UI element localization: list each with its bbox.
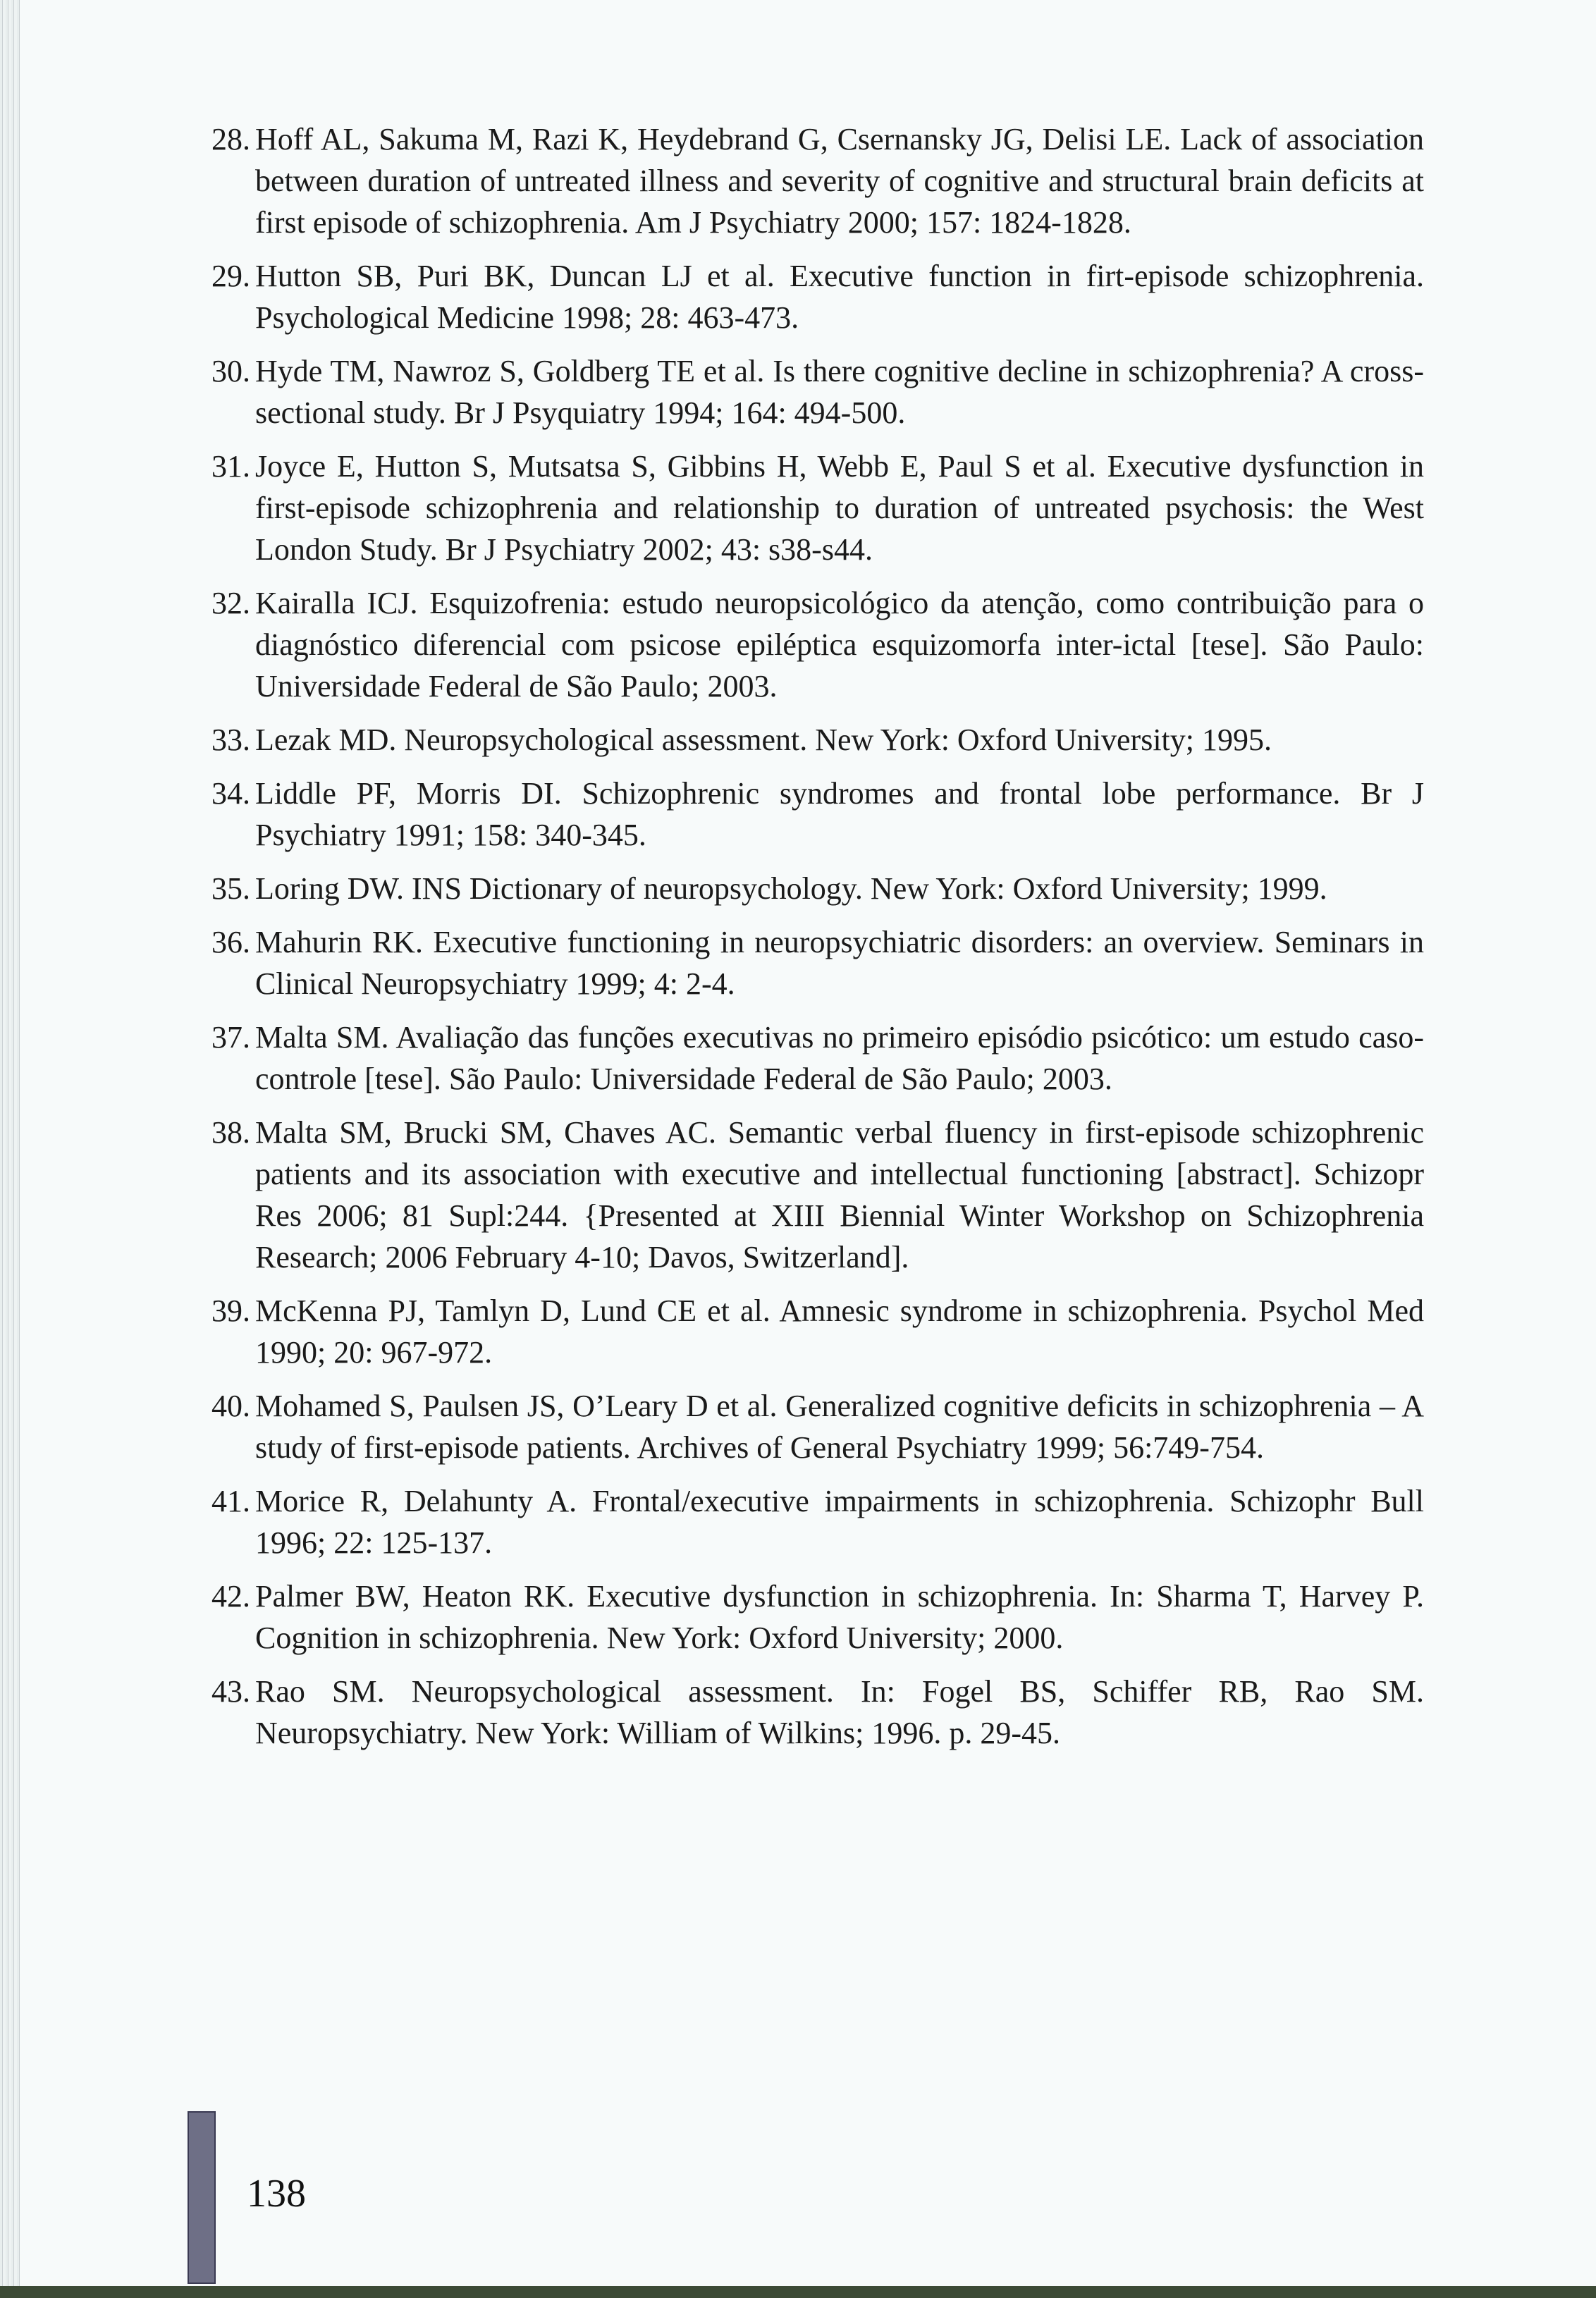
reference-text: Malta SM, Brucki SM, Chaves AC. Semantic verbal fluency in first-episode schizophrenic patients and its association with executive and intellectual functioning [abstract]. Schizopr Res 2006; 81 Supl:244. {Presented at XIII Biennial Winter Workshop on Schizophrenia Research; 2006 February 4-10; Davos, Switzerland].	[255, 1115, 1424, 1274]
reference-number: 33.	[211, 723, 250, 757]
reference-text: Joyce E, Hutton S, Mutsatsa S, Gibbins H, Webb E, Paul S et al. Executive dysfunction in first-episode schizophrenia and relationship to duration of untreated psychosis: the West London Study. Br J Psychiatry 2002; 43: s38-s44.	[255, 449, 1424, 567]
reference-text: Loring DW. INS Dictionary of neuropsychology. New York: Oxford University; 1999.	[255, 871, 1327, 906]
reference-item-38	[211, 1112, 1424, 1278]
reference-item-41	[211, 1480, 1424, 1563]
reference-item-31	[211, 446, 1424, 570]
reference-text: Mahurin RK. Executive functioning in neuropsychiatric disorders: an overview. Seminars in Clinical Neuropsychiatry 1999; 4: 2-4.	[255, 925, 1424, 1001]
reference-text: Lezak MD. Neuropsychological assessment. New York: Oxford University; 1995.	[255, 723, 1272, 757]
reference-number: 35.	[211, 871, 250, 906]
reference-number: 39.	[211, 1294, 250, 1328]
reference-text: Rao SM. Neuropsychological assessment. In: Fogel BS, Schiffer RB, Rao SM. Neuropsychiatry. New York: William of Wilkins; 1996. p. 29-45.	[255, 1674, 1424, 1750]
reference-number: 38.	[211, 1115, 250, 1150]
reference-item-36	[211, 921, 1424, 1004]
reference-text: Hutton SB, Puri BK, Duncan LJ et al. Executive function in firt-episode schizophrenia. Psychological Medicine 1998; 28: 463-473.	[255, 259, 1424, 335]
reference-item-43	[211, 1671, 1424, 1754]
reference-item-37	[211, 1016, 1424, 1100]
reference-item-39	[211, 1290, 1424, 1373]
reference-text: Kairalla ICJ. Esquizofrenia: estudo neuropsicológico da atenção, como contribuição para o diagnóstico diferencial com psicose epiléptica esquizomorfa inter-ictal [tese]. São Paulo: Universidade Federal de São Paulo; 2003.	[255, 586, 1424, 703]
reference-number: 30.	[211, 354, 250, 388]
reference-item-40	[211, 1385, 1424, 1468]
reference-number: 29.	[211, 259, 250, 293]
reference-number: 28.	[211, 122, 250, 156]
reference-number: 34.	[211, 776, 250, 811]
reference-number: 37.	[211, 1020, 250, 1055]
reference-item-32	[211, 582, 1424, 707]
page-bottom-edge	[0, 2286, 1596, 2298]
reference-number: 43.	[211, 1674, 250, 1709]
reference-number: 40.	[211, 1389, 250, 1423]
reference-text: Morice R, Delahunty A. Frontal/executive impairments in schizophrenia. Schizophr Bull 1996; 22: 125-137.	[255, 1484, 1424, 1560]
reference-item-28	[211, 118, 1424, 243]
reference-item-29	[211, 255, 1424, 338]
reference-text: Palmer BW, Heaton RK. Executive dysfunction in schizophrenia. In: Sharma T, Harvey P. Cognition in schizophrenia. New York: Oxford University; 2000.	[255, 1579, 1424, 1655]
reference-item-34	[211, 773, 1424, 856]
reference-item-33	[211, 719, 1424, 761]
reference-text: Hyde TM, Nawroz S, Goldberg TE et al. Is there cognitive decline in schizophrenia? A cross-sectional study. Br J Psyquiatry 1994; 164: 494-500.	[255, 354, 1424, 430]
reference-number: 41.	[211, 1484, 250, 1518]
reference-item-30	[211, 350, 1424, 434]
reference-text: Liddle PF, Morris DI. Schizophrenic syndromes and frontal lobe performance. Br J Psychiatry 1991; 158: 340-345.	[255, 776, 1424, 852]
reference-number: 42.	[211, 1579, 250, 1614]
reference-number: 31.	[211, 449, 250, 484]
reference-number: 32.	[211, 586, 250, 620]
reference-text: McKenna PJ, Tamlyn D, Lund CE et al. Amnesic syndrome in schizophrenia. Psychol Med 1990; 20: 967-972.	[255, 1294, 1424, 1370]
reference-text: Mohamed S, Paulsen JS, O’Leary D et al. Generalized cognitive deficits in schizophrenia – A study of first-episode patients. Archives of General Psychiatry 1999; 56:749-754.	[255, 1389, 1424, 1465]
reference-list	[211, 118, 1424, 1766]
reference-text: Malta SM. Avaliação das funções executivas no primeiro episódio psicótico: um estudo caso-controle [tese]. São Paulo: Universidade Federal de São Paulo; 2003.	[255, 1020, 1424, 1096]
page-number: 138	[247, 2172, 306, 2216]
reference-number: 36.	[211, 925, 250, 959]
reference-text: Hoff AL, Sakuma M, Razi K, Heydebrand G, Csernansky JG, Delisi LE. Lack of association between duration of untreated illness and severity of cognitive and structural brain deficits at first episode of schizophrenia. Am J Psychiatry 2000; 157: 1824-1828.	[255, 122, 1424, 240]
page-marker-bar	[188, 2111, 216, 2284]
page-binding-edge	[0, 0, 20, 2298]
reference-item-42	[211, 1575, 1424, 1659]
reference-item-35	[211, 868, 1424, 909]
